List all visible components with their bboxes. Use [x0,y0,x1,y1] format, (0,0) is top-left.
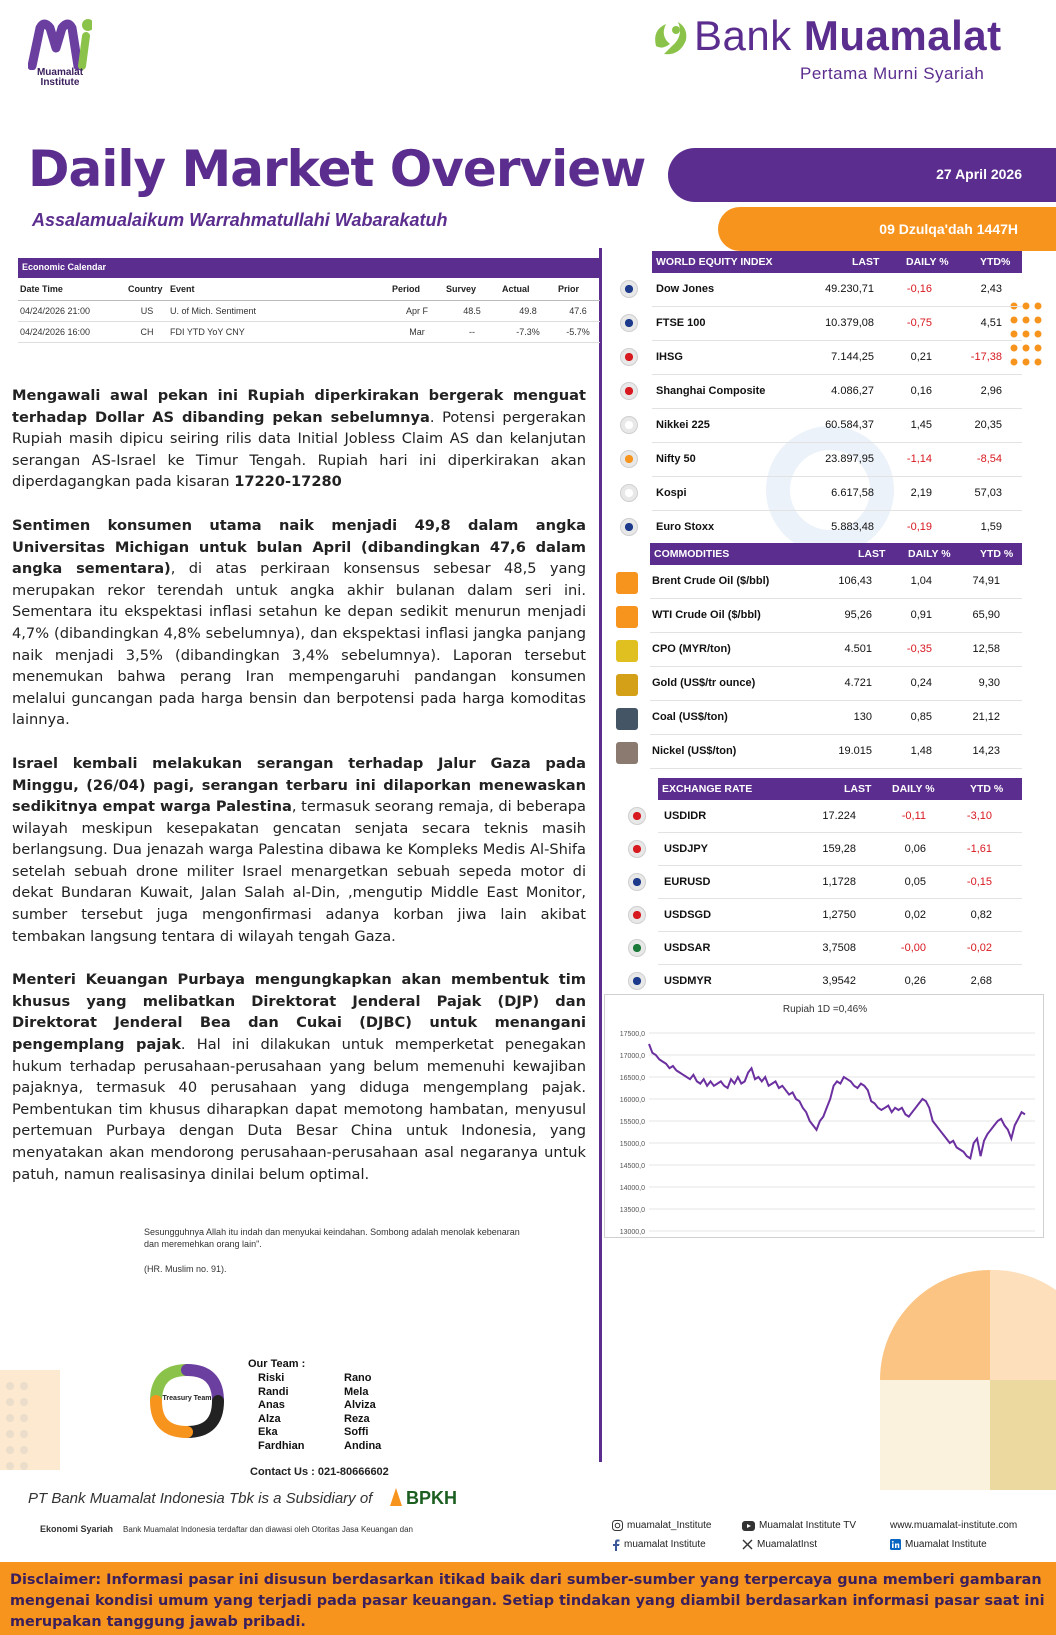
equity-row [652,341,1022,375]
equity-daily: 1,45 [910,419,932,431]
col-actual: Actual [500,278,556,300]
equity-name: Shanghai Composite [656,385,766,397]
commodities-daily: 1,48 [910,745,932,757]
cell: Apr F [390,300,444,321]
equity-row [652,443,1022,477]
exchange-last: 3,7508 [822,942,856,954]
paragraph-rupiah: Mengawali awal pekan ini Rupiah diperkirakan bergerak menguat terhadap Dollar AS dibanding pekan sebelumnya. Potensi pergerakan Rupiah masih dipicu seiring rilis data Initial Jobless Claim AS dan kelanjutan serangan AS-Israel ke Timur Tengah. Rupiah hari ini diperkirakan akan diperdagangkan pada kisaran 17220-17280 [12,387,586,491]
equity-header-col: WORLD EQUITY INDEX [656,256,773,268]
greeting: Assalamualaikum Warrahmatullahi Wabarakatuh [32,210,448,230]
cell: -7.3% [500,321,556,342]
equity-header-col: DAILY % [906,256,949,268]
commodities-header-col: YTD % [980,548,1014,560]
equity-last: 10.379,08 [825,317,874,329]
commodities-name: WTI Crude Oil ($/bbl) [652,609,761,621]
exchange-icon [628,906,646,924]
muamalat-institute-logo [28,18,92,92]
bpkh-text: BPKH [406,1488,458,1508]
equity-ytd: 2,43 [980,283,1002,295]
disclaimer: Disclaimer: Informasi pasar ini disusun berdasarkan itikad baik dari sumber-sumber yang terpercaya guna memberi gambaran mengenai kondisi umum yang terjadi pada pasar keuangan. Setiap tindakan yang diambil berdasarkan informasi pasar saat ini merupakan tanggung jawab pribadi. [0,1562,1056,1635]
cell: Mar [390,321,444,342]
commodities-name: Gold (US$/tr ounce) [652,677,756,689]
chart-y-tick-label: 17500,0 [619,1031,645,1038]
chart-y-tick-label: 13000,0 [619,1229,645,1236]
equity-name: Euro Stoxx [656,521,715,533]
chart-y-tick-label: 15000,0 [619,1141,645,1148]
equity-header-col: YTD% [980,256,1011,268]
exchange-name: USDSAR [664,942,711,954]
exchange-name: USDIDR [664,810,707,822]
commodities-row [650,565,1022,599]
exchange-ytd: 2,68 [970,975,992,987]
team-member: Anas [258,1399,285,1411]
hadith-quote: Sesungguhnya Allah itu indah dan menyukai keindahan. Sombong adalah menolak kebenaran dan meremehkan orang lain". [144,1227,520,1249]
equity-ytd: 1,59 [980,521,1002,533]
equity-daily: -0,16 [906,283,932,295]
cell: 04/24/2026 21:00 [18,300,126,321]
cell: FDI YTD YoY CNY [168,321,390,342]
equity-header [652,251,1022,273]
equity-daily: -1,14 [906,453,932,465]
commodities-last: 4.501 [844,643,872,655]
exchange-daily: 0,05 [904,876,926,888]
exchange-header [658,778,1022,800]
equity-daily: -0,19 [906,521,932,533]
equity-last: 5.883,48 [831,521,874,533]
exchange-ytd: 0,82 [970,909,992,921]
commodities-icon [616,640,638,662]
commodities-row [650,701,1022,735]
exchange-name: USDSGD [664,909,712,921]
equity-ytd: 4,51 [980,317,1002,329]
exchange-header-col: YTD % [970,783,1004,795]
ojk-text: Bank Muamalat Indonesia terdaftar dan diawasi oleh Otoritas Jasa Keuangan dan [123,1524,413,1534]
commodities-ytd: 65,90 [972,609,1000,621]
commodities-ytd: 9,30 [978,677,1000,689]
paragraph-tax: Menteri Keuangan Purbaya mengungkapkan akan membentuk tim khusus yang melibatkan Direktorat Jenderal Pajak (DJP) dan Direktorat Jenderal Bea dan Cukai (DJBC) untuk menangani pengemplang pajak. Hal ini dilakukan untuk memperketat penegakan hukum terhadap perusahaan-perusahaan yang belum memenuhi kewajiban pajaknya, termasuk 40 perusahaan yang diduga mengemplang pajak. Pembentukan tim khusus diharapkan dapat memotong hambatan, menyusul pertemuan Purbaya dengan Duta Besar China untuk Indonesia, yang menyatakan akan mendorong perusahaan-perusahaan asal negaranya untuk patuh, namun realisasinya dinilai belum optimal. [12,971,586,1183]
commodities-ytd: 74,91 [972,575,1000,587]
chart-y-tick-label: 14500,0 [619,1163,645,1170]
exchange-icon [628,807,646,825]
equity-last: 6.617,58 [831,487,874,499]
team-member: Mela [344,1385,369,1398]
market-commentary [12,385,586,1207]
team-member: Andina [344,1439,382,1452]
exchange-icon [628,873,646,891]
treasury-logo-text: Treasury Team [162,1395,212,1402]
table-row [18,321,600,342]
exchange-ytd: -0,15 [966,876,992,888]
exchange-header-col: LAST [844,783,872,795]
equity-icon [620,416,638,434]
equity-last: 4.086,27 [831,385,874,397]
commodities-row [650,735,1022,769]
commodities-daily: 0,91 [910,609,932,621]
instagram-handle: muamalat_Institute [627,1520,712,1531]
bank-leaf-icon [650,16,690,58]
economic-calendar-title: Economic Calendar [18,258,600,278]
equity-daily: 0,16 [910,385,932,397]
x-icon [742,1539,753,1550]
commodities-header-col: DAILY % [908,548,951,560]
website-link[interactable] [890,1520,1017,1531]
exchange-ytd: -0,02 [966,942,992,954]
equity-name: Kospi [656,487,687,499]
exchange-last: 159,28 [822,843,856,855]
exchange-name: EURUSD [664,876,711,888]
facebook-icon [612,1539,620,1551]
commodities-last: 130 [853,711,872,723]
hijri-banner [718,207,1056,251]
exchange-icon [628,939,646,957]
treasury-team-logo [144,1358,230,1444]
equity-row [652,375,1022,409]
commodities-icon [616,708,638,730]
website-url: www.muamalat-institute.com [890,1520,1018,1531]
equity-icon [620,280,638,298]
exchange-ytd: -3,10 [966,810,992,822]
column-divider [599,248,602,1462]
commodities-daily: -0,35 [906,643,932,655]
equity-name: Nifty 50 [656,453,696,465]
equity-icon [620,484,638,502]
exchange-daily: -0,00 [900,942,926,954]
social-links [612,1516,1052,1554]
rupiah-chart [604,994,1044,1238]
equity-name: Dow Jones [656,283,715,295]
team-list [248,1358,420,1453]
exchange-last: 1,2750 [822,909,856,921]
commodities-icon [616,742,638,764]
equity-name: IHSG [656,351,683,363]
col-survey: Survey [444,278,500,300]
exchange-daily: -0,11 [901,810,926,822]
equity-last: 60.584,37 [825,419,874,431]
linkedin-icon [890,1539,901,1550]
cell: 47.6 [556,300,600,321]
commodities-daily: 0,85 [910,711,932,723]
col-country: Country [126,278,168,300]
equity-last: 23.897,95 [825,453,874,465]
equity-ytd: 57,03 [974,487,1002,499]
subsidiary-statement: PT Bank Muamalat Indonesia Tbk is a Subsidiary of [28,1490,373,1507]
instagram-link[interactable] [612,1520,742,1531]
x-link[interactable] [742,1539,890,1550]
equity-last: 7.144,25 [831,351,874,363]
exchange-row [658,932,1022,965]
team-title: Our Team : [248,1358,306,1370]
col-date-time: Date Time [18,278,126,300]
x-handle: MuamalatInst [757,1539,818,1550]
team-member: Fardhian [258,1439,305,1452]
equity-icon [620,314,638,332]
hijri-date: 09 Dzulqa'dah 1447H [879,221,1018,237]
commodities-name: Nickel (US$/ton) [652,745,737,757]
facebook-link[interactable] [612,1539,742,1551]
decor-orange-block [0,1370,60,1470]
bank-muamalat-logo [650,10,1010,83]
commodities-last: 95,26 [844,609,872,621]
team-member: Eka [258,1426,278,1438]
equity-header-col: LAST [852,256,880,268]
exchange-last: 1,1728 [822,876,856,888]
linkedin-link[interactable] [890,1539,987,1550]
commodities-row [650,599,1022,633]
equity-icon [620,450,638,468]
equity-row [652,409,1022,443]
col-event: Event [168,278,390,300]
team-member: Reza [344,1412,370,1425]
equity-row [652,273,1022,307]
chart-title: Rupiah 1D =0,46% [782,1004,868,1015]
youtube-handle: Muamalat Institute TV [759,1520,857,1531]
commodities-last: 4.721 [844,677,872,689]
report-date: 27 April 2026 [936,166,1022,182]
chart-y-tick-label: 16000,0 [619,1097,645,1104]
cell: 04/24/2026 16:00 [18,321,126,342]
col-period: Period [390,278,444,300]
cell: CH [126,321,168,342]
exchange-name: USDMYR [664,975,712,987]
equity-daily: 2,19 [910,487,932,499]
ojk-statement [40,1524,413,1534]
col-prior: Prior [556,278,600,300]
paragraph-sentiment: Sentimen konsumen utama naik menjadi 49,8 dalam angka Universitas Michigan untuk bulan April (dibandingkan 47,6 dalam angka sementara), di atas perkiraan konsensus sebesar 48,5 yang merupakan rekor terendah untuk angka akhir bulanan dalam seri ini. Sementara itu ekspektasi inflasi setahun ke depan sedikit menurun menjadi 4,7% (dibandingkan 4,8% sebelumnya), dan ekspektasi inflasi jangka panjang naik menjadi 3,5% (dibandingkan 3,4% sebelumnya). Laporan tersebut menemukan bahwa perang Iran mempengaruhi pandangan konsumen melalui guncangan pada harga bensin dan berpotensi pada harga komoditas lainnya. [12,516,586,729]
commodities-last: 19.015 [838,745,872,757]
team-member: Randi [258,1385,289,1398]
commodities-header-col: LAST [858,548,886,560]
exchange-row [658,800,1022,833]
bank-name: Bank Muamalat [694,12,1002,59]
linkedin-handle: Muamalat Institute [905,1539,987,1550]
equity-name: FTSE 100 [656,317,706,329]
chart-y-tick-label: 14000,0 [619,1185,645,1192]
paragraph-gaza: Israel kembali melakukan serangan terhadap Jalur Gaza pada Minggu, (26/04) pagi, serangan terbaru ini dilaporkan menewaskan sedikitnya empat warga Palestina, termasuk seorang remaja, di beberapa wilayah meskipun kesepakatan gencatan senjata secara teknis masih berlangsung. Dua jenazah warga Palestina dibawa ke Kompleks Medis Al-Shifa setelah sebuah drone militer Israel menargetkan sebuah sepeda motor di dekat Bundaran Kuwait, Jalan Salah al-Din, ,mengutip Middle East Monitor, sumber tersebut juga mengonfirmasi adanya korban jiwa lain akibat tembakan langsung tentara di wilayah tengah Gaza. [12,754,586,945]
exchange-last: 3,9542 [822,975,856,987]
equity-icon [620,382,638,400]
equity-ytd: -17,38 [970,351,1002,363]
equity-row [652,307,1022,341]
commodities-name: Coal (US$/ton) [652,711,728,723]
team-member: Rano [344,1372,372,1384]
commodities-ytd: 21,12 [972,711,1000,723]
exchange-icon [628,840,646,858]
commodities-icon [616,674,638,696]
exchange-icon [628,972,646,990]
team-column-2 [334,1372,420,1453]
commodities-daily: 1,04 [910,575,932,587]
equity-icon [620,518,638,536]
equity-row [652,477,1022,511]
team-column-1 [248,1372,334,1453]
chart-y-tick-label: 13500,0 [619,1207,645,1214]
youtube-link[interactable] [742,1520,890,1531]
commodities-name: Brent Crude Oil ($/bbl) [652,575,770,587]
equity-ytd: -8,54 [976,453,1002,465]
chart-y-tick-label: 16500,0 [619,1075,645,1082]
exchange-daily: 0,02 [904,909,926,921]
exchange-name: USDJPY [664,843,709,855]
economic-calendar-table [18,278,600,343]
equity-daily: -0,75 [906,317,932,329]
cell: -5.7% [556,321,600,342]
table-row [18,300,600,321]
rupiah-series-line [649,1044,1025,1158]
cell: U. of Mich. Sentiment [168,300,390,321]
commodities-icon [616,572,638,594]
commodities-header [650,543,1022,565]
equity-daily: 0,21 [910,351,932,363]
page-title: Daily Market Overview [28,140,646,198]
team-member: Riski [258,1372,285,1384]
cell: 49.8 [500,300,556,321]
commodities-row [650,633,1022,667]
facebook-handle: muamalat Institute [624,1539,706,1550]
cell: 48.5 [444,300,500,321]
decor-circle-shapes [880,1270,1056,1490]
commodities-name: CPO (MYR/ton) [652,643,731,655]
date-banner [668,148,1056,202]
cell: -- [444,321,500,342]
exchange-last: 17.224 [822,810,856,822]
bank-tagline: Pertama Murni Syariah [800,64,985,83]
economic-calendar [18,258,600,343]
team-member: Alza [258,1412,281,1425]
equity-last: 49.230,71 [825,283,874,295]
chart-y-tick-label: 15500,0 [619,1119,645,1126]
exchange-ytd: -1,61 [966,843,992,855]
instagram-icon [612,1520,623,1531]
chart-y-tick-label: 17000,0 [619,1053,645,1060]
institute-logo-text: Muamalat Institute [36,67,84,88]
commodities-last: 106,43 [838,575,872,587]
commodities-icon [616,606,638,628]
equity-row [652,511,1022,545]
rupiah-chart-svg [605,995,1045,1239]
contact-phone[interactable]: Contact Us : 021-80666602 [250,1466,389,1478]
equity-ytd: 2,96 [980,385,1002,397]
equity-icon [620,348,638,366]
team-member: Soffi [344,1426,369,1438]
team-member: Alviza [344,1399,376,1411]
exchange-row [658,899,1022,932]
commodities-header-col: COMMODITIES [654,548,730,560]
equity-name: Nikkei 225 [656,419,710,431]
hadith-source: (HR. Muslim no. 91). [144,1264,227,1274]
ekonomi-syariah-logo: Ekonomi Syariah [40,1524,114,1534]
exchange-header-col: EXCHANGE RATE [662,783,753,795]
youtube-icon [742,1521,755,1531]
exchange-daily: 0,26 [904,975,926,987]
exchange-row [658,833,1022,866]
cell: US [126,300,168,321]
exchange-daily: 0,06 [904,843,926,855]
exchange-row [658,866,1022,899]
commodities-daily: 0,24 [910,677,932,689]
equity-ytd: 20,35 [974,419,1002,431]
bpkh-logo [388,1484,468,1510]
exchange-header-col: DAILY % [892,783,935,795]
commodities-row [650,667,1022,701]
commodities-ytd: 14,23 [972,745,1000,757]
commodities-ytd: 12,58 [972,643,1000,655]
